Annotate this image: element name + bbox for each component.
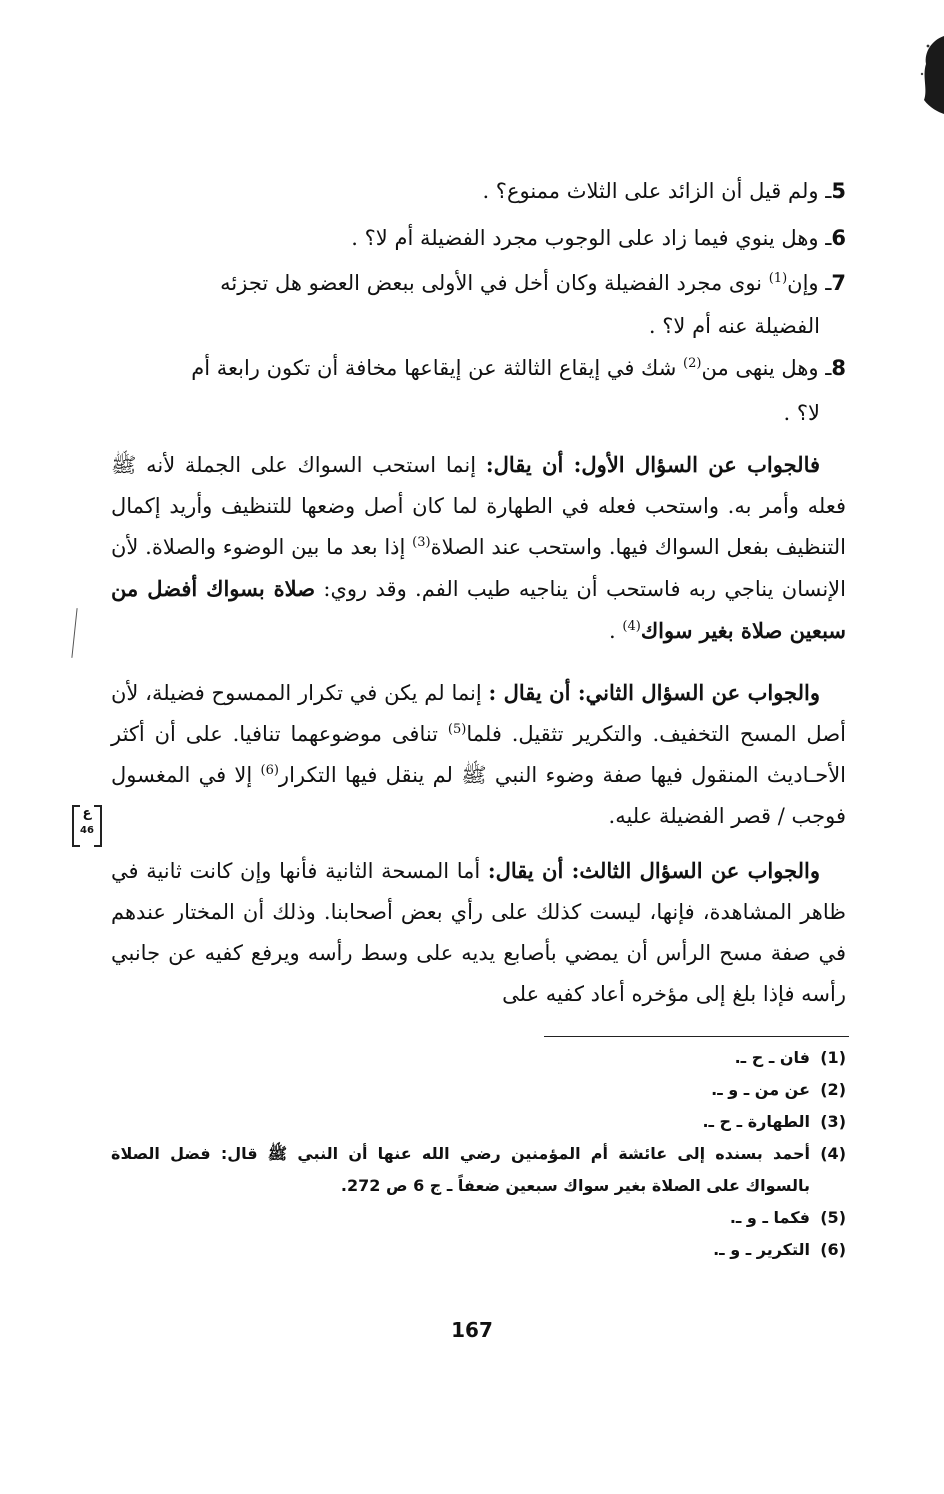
question-text: ـ وهل ينوي فيما زاد على الوجوب مجرد الفضيلة أم لا؟ .: [351, 226, 832, 250]
footnote-ref: (1): [768, 271, 788, 286]
question-number: 6: [831, 226, 846, 250]
footnote-text: فكما ـ و ـ.: [729, 1208, 810, 1227]
question-number: 8: [831, 356, 846, 380]
answer-paragraph-2: [111, 672, 846, 837]
answer-text: تنافى موضوعهما تنافيا. على أن أكثر الأحـاديث المنقول فيها صفة وضوء النبي ﷺ لم ينقل فيها التكرار: [111, 722, 846, 787]
footnote-text: أحمد بسنده إلى عائشة أم المؤمنين رضي الله عنها أن النبي ﷺ قال: فضل الصلاة بالسواك على الصلاة بغير سواك سبعين ضعفاً ـ ج 6 ص 272.: [111, 1144, 810, 1195]
footnote-item: [111, 1202, 846, 1234]
question-number: 7: [831, 271, 846, 295]
answer-text: إلا في المغسول فوجب / قصر الفضيلة عليه.: [111, 763, 846, 828]
footnote-number: (1): [820, 1048, 846, 1067]
footnote-item: [111, 1042, 846, 1074]
question-text-prefix: ـ وهل ينهى من: [701, 356, 832, 380]
footnote-number: (6): [820, 1240, 846, 1259]
answer-paragraph-3: [111, 850, 846, 1015]
footnote-ref: (4): [622, 619, 641, 634]
answer-text: إنما لم يكن في تكرار الممسوح فضيلة، لأن أصل المسح التخفيف. والتكرير تثقيل. فلما: [111, 681, 847, 746]
answer-heading: والجواب عن السؤال الثالث: أن يقال:: [487, 858, 821, 883]
question-text: شك في إيقاع الثالثة عن إيقاعها مخافة أن تكون رابعة أم: [191, 356, 684, 380]
margin-pencil-mark: [71, 608, 77, 658]
footnote-item: [111, 1138, 846, 1202]
answer-text-end: .: [609, 619, 623, 643]
footnote-item: [111, 1234, 846, 1266]
answer-text: إذا بعد ما بين الوضوء والصلاة. لأن الإنسان يناجي ربه فاستحب أن يناجيه طيب الفم. وقد روي:: [111, 535, 846, 601]
question-continuation: لا؟ .: [783, 401, 820, 425]
footnote-text: فان ـ ح ـ.: [734, 1048, 810, 1067]
footnote-separator: [544, 1036, 849, 1037]
footnote-number: (5): [820, 1208, 846, 1227]
question-text-prefix: ـ وإن: [787, 271, 832, 295]
footnote-ref: (6): [260, 763, 279, 778]
scan-smudge: [918, 34, 944, 114]
answer-heading: والجواب عن السؤال الثاني: أن يقال :: [488, 680, 820, 705]
footnote-ref: (3): [412, 535, 431, 550]
answer-text: أما المسحة الثانية فأنها وإن كانت ثانية في ظاهر المشاهدة، فإنها، ليست كذلك على رأي بعض أصحابنا. وذلك أن المختار عندهم في صفة مسح الرأس أن يمضي بأصابع يديه على وسط رأسه ويرفع كفيه عن جانبي رأسه فإذا بلغ إلى مؤخره أعاد كفيه على: [111, 859, 846, 1006]
footnote-number: (4): [820, 1144, 846, 1163]
question-continuation: الفضيلة عنه أم لا؟ .: [648, 314, 820, 338]
footnote-ref: (2): [683, 356, 702, 371]
page-number: 167: [451, 1318, 493, 1342]
question-7: [111, 262, 846, 348]
question-8: [111, 346, 846, 436]
folio-number: 46: [80, 825, 94, 836]
footnote-number: (3): [820, 1112, 846, 1131]
footnote-number: (2): [820, 1080, 846, 1099]
question-text: ـ ولم قيل أن الزائد على الثلاث ممنوع؟ .: [482, 179, 832, 203]
footnote-text: الطهارة ـ ح ـ.: [702, 1112, 810, 1131]
answer-heading: فالجواب عن السؤال الأول: أن يقال:: [485, 452, 821, 477]
question-6: [111, 215, 846, 262]
manuscript-folio-marker: [72, 805, 102, 845]
answer-paragraph-1: [111, 444, 846, 652]
hadith-quote: صلاة بسواك أفضل من سبعين صلاة بغير سواك: [111, 576, 846, 643]
footnote-text: عن من ـ و ـ.: [711, 1080, 810, 1099]
footnote-text: التكرير ـ و ـ.: [713, 1240, 810, 1259]
folio-letter: ع: [82, 806, 92, 821]
footnote-ref: (5): [447, 722, 467, 737]
answer-text: إنما استحب السواك على الجملة لأنه ﷺ فعله وأمر به. واستحب فعله في الطهارة لما كان أصل وضعها للتنظيف وأريد إكمال التنظيف بفعل السواك فيها. واستحب عند الصلاة: [111, 453, 846, 559]
question-text: نوى مجرد الفضيلة وكان أخل في الأولى ببعض العضو هل تجزئه: [220, 271, 769, 295]
footnote-item: [111, 1074, 846, 1106]
footnotes: [111, 1042, 846, 1266]
footnote-item: [111, 1106, 846, 1138]
question-number: 5: [831, 179, 846, 203]
question-5: [111, 168, 846, 215]
